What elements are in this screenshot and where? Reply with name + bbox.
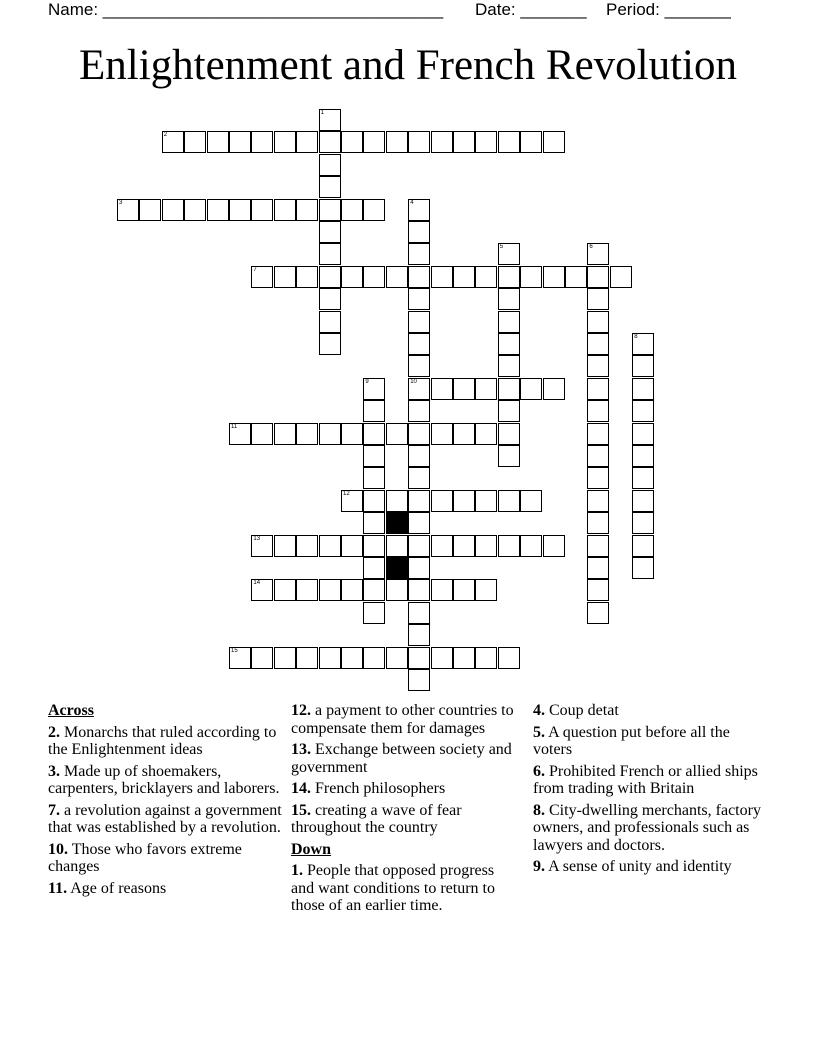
grid-cell[interactable]: [587, 355, 609, 377]
grid-cell[interactable]: [520, 131, 542, 153]
grid-cell[interactable]: [386, 579, 408, 601]
clue-number: 13: [253, 535, 261, 542]
grid-cell[interactable]: [475, 423, 497, 445]
clue-number: 2: [163, 132, 168, 139]
grid-cell[interactable]: [587, 378, 609, 400]
down-heading: Down: [291, 840, 332, 858]
clue-down-6: 6. Prohibited French or allied ships from trading with Britain: [533, 762, 758, 797]
clue-down-4: 4. Coup detat: [533, 702, 619, 719]
grid-cell[interactable]: [408, 512, 430, 534]
name-field[interactable]: Name: ____________________________________: [48, 0, 444, 19]
grid-cell[interactable]: [251, 266, 273, 288]
grid-cell[interactable]: [408, 557, 430, 579]
grid-cell[interactable]: [386, 535, 408, 557]
grid-cell[interactable]: [520, 490, 542, 512]
grid-cell[interactable]: [363, 400, 385, 422]
grid-cell[interactable]: [319, 109, 341, 131]
grid-cell[interactable]: [543, 131, 565, 153]
grid-cell[interactable]: [408, 624, 430, 646]
grid-cell[interactable]: [587, 423, 609, 445]
grid-cell[interactable]: [229, 199, 251, 221]
grid-cell[interactable]: [296, 579, 318, 601]
grid-cell[interactable]: [632, 355, 654, 377]
grid-cell[interactable]: [319, 243, 341, 265]
clue-number: 11: [231, 423, 238, 430]
grid-cell[interactable]: [587, 445, 609, 467]
grid-cell[interactable]: [498, 378, 520, 400]
grid-cell[interactable]: [341, 199, 363, 221]
clue-down-8: 8. City-dwelling merchants, factory owners, and professionals such as lawyers and doctors.: [533, 801, 761, 854]
grid-cell[interactable]: [431, 131, 453, 153]
grid-cell[interactable]: [363, 602, 385, 624]
grid-cell[interactable]: [363, 266, 385, 288]
page-title: Enlightenment and French Revolution: [78, 42, 738, 89]
grid-cell[interactable]: [408, 311, 430, 333]
clue-column-1: [48, 702, 282, 901]
grid-cell[interactable]: [251, 131, 273, 153]
grid-cell[interactable]: [251, 423, 273, 445]
grid-cell[interactable]: [453, 131, 475, 153]
grid-cell[interactable]: [587, 490, 609, 512]
grid-cell[interactable]: [408, 333, 430, 355]
clue-number: 1: [320, 110, 324, 116]
grid-cell[interactable]: [408, 647, 430, 669]
grid-block: [386, 512, 408, 534]
grid-cell[interactable]: [319, 333, 341, 355]
grid-cell[interactable]: [408, 243, 430, 265]
grid-cell[interactable]: [363, 467, 385, 489]
grid-cell[interactable]: [363, 535, 385, 557]
grid-cell[interactable]: [408, 602, 430, 624]
grid-cell[interactable]: [408, 579, 430, 601]
grid-cell[interactable]: [431, 535, 453, 557]
grid-cell[interactable]: [341, 535, 363, 557]
grid-cell[interactable]: [319, 579, 341, 601]
grid-cell[interactable]: [408, 355, 430, 377]
grid-cell[interactable]: [319, 131, 341, 153]
grid-cell[interactable]: [587, 602, 609, 624]
clue-number: 10: [410, 378, 417, 385]
grid-cell[interactable]: [498, 266, 520, 288]
clue-column-3: [533, 702, 761, 880]
grid-cell[interactable]: [587, 557, 609, 579]
clue-down-9: 9. A sense of unity and identity: [533, 858, 732, 875]
grid-cell[interactable]: [296, 266, 318, 288]
grid-cell[interactable]: [475, 266, 497, 288]
grid-cell[interactable]: [251, 647, 273, 669]
grid-cell[interactable]: [386, 490, 408, 512]
grid-cell[interactable]: [565, 266, 587, 288]
clue-down-1: 1. People that opposed progress and want conditions to return to those of an earlier time.: [291, 862, 495, 914]
grid-cell[interactable]: [319, 199, 341, 221]
grid-cell[interactable]: [408, 535, 430, 557]
grid-cell[interactable]: [363, 445, 385, 467]
grid-block: [386, 557, 408, 579]
grid-cell[interactable]: [319, 266, 341, 288]
grid-cell[interactable]: [139, 199, 161, 221]
grid-cell[interactable]: [274, 423, 296, 445]
grid-cell[interactable]: [363, 579, 385, 601]
grid-cell[interactable]: [341, 647, 363, 669]
grid-cell[interactable]: [296, 199, 318, 221]
across-heading: Across: [48, 702, 94, 719]
grid-cell[interactable]: [207, 199, 229, 221]
grid-cell[interactable]: [408, 221, 430, 243]
grid-cell[interactable]: [453, 535, 475, 557]
clue-across-11: 11. Age of reasons: [48, 879, 167, 897]
grid-cell[interactable]: [386, 423, 408, 445]
clue-number: 9: [365, 378, 369, 385]
clue-number: 3: [119, 199, 123, 206]
grid-cell[interactable]: [274, 647, 296, 669]
grid-cell[interactable]: [184, 131, 206, 153]
grid-cell[interactable]: [229, 423, 251, 445]
grid-cell[interactable]: [610, 266, 632, 288]
grid-cell[interactable]: [498, 400, 520, 422]
grid-cell[interactable]: [386, 266, 408, 288]
grid-cell[interactable]: [251, 199, 273, 221]
grid-cell[interactable]: [341, 423, 363, 445]
grid-cell[interactable]: [498, 311, 520, 333]
grid-cell[interactable]: [341, 266, 363, 288]
grid-cell[interactable]: [162, 199, 184, 221]
grid-cell[interactable]: [341, 579, 363, 601]
grid-cell[interactable]: [319, 221, 341, 243]
clue-across-2: 2. Monarchs that ruled according to the Enlightenment ideas: [48, 723, 277, 758]
grid-cell[interactable]: [363, 131, 385, 153]
grid-cell[interactable]: [475, 535, 497, 557]
grid-cell[interactable]: [363, 490, 385, 512]
grid-cell[interactable]: [431, 378, 453, 400]
grid-cell[interactable]: [475, 579, 497, 601]
grid-cell[interactable]: [274, 266, 296, 288]
grid-cell[interactable]: [408, 131, 430, 153]
grid-cell[interactable]: [274, 535, 296, 557]
grid-cell[interactable]: [319, 154, 341, 176]
grid-cell[interactable]: [229, 647, 251, 669]
grid-cell[interactable]: [431, 266, 453, 288]
grid-cell[interactable]: [587, 535, 609, 557]
grid-cell[interactable]: [319, 647, 341, 669]
clue-across-7: 7. a revolution against a government that was established by a revolution.: [48, 801, 282, 836]
grid-cell[interactable]: [498, 490, 520, 512]
grid-cell[interactable]: [408, 199, 430, 221]
grid-cell[interactable]: [386, 131, 408, 153]
grid-cell[interactable]: [229, 131, 251, 153]
clue-across-10: 10. Those who favors extreme changes: [48, 840, 242, 875]
grid-cell[interactable]: [453, 647, 475, 669]
grid-cell[interactable]: [587, 467, 609, 489]
grid-cell[interactable]: [453, 579, 475, 601]
clue-across-12: 12. a payment to other countries to compensate them for damages: [291, 702, 514, 737]
grid-cell[interactable]: [498, 333, 520, 355]
grid-cell[interactable]: [363, 647, 385, 669]
grid-cell[interactable]: [251, 535, 273, 557]
clue-number: 4: [410, 199, 414, 206]
grid-cell[interactable]: [587, 288, 609, 310]
grid-cell[interactable]: [498, 535, 520, 557]
grid-cell[interactable]: [543, 378, 565, 400]
clue-across-13: 13. Exchange between society and government: [291, 741, 512, 776]
grid-cell[interactable]: [543, 535, 565, 557]
grid-cell[interactable]: [587, 311, 609, 333]
grid-cell[interactable]: [431, 423, 453, 445]
grid-cell[interactable]: [408, 400, 430, 422]
clue-number: 12: [343, 490, 350, 497]
clue-number: 14: [253, 580, 261, 587]
clue-number: 6: [589, 244, 593, 251]
grid-cell[interactable]: [543, 266, 565, 288]
grid-cell[interactable]: [363, 557, 385, 579]
grid-cell[interactable]: [498, 423, 520, 445]
grid-cell[interactable]: [498, 445, 520, 467]
grid-cell[interactable]: [431, 490, 453, 512]
grid-cell[interactable]: [408, 669, 430, 691]
grid-cell[interactable]: [319, 288, 341, 310]
grid-cell[interactable]: [386, 647, 408, 669]
grid-cell[interactable]: [162, 131, 184, 153]
grid-cell[interactable]: [363, 512, 385, 534]
clue-column-2: [291, 702, 521, 919]
grid-cell[interactable]: [184, 199, 206, 221]
grid-cell[interactable]: [475, 131, 497, 153]
grid-cell[interactable]: [587, 266, 609, 288]
grid-cell[interactable]: [296, 647, 318, 669]
grid-cell[interactable]: [296, 423, 318, 445]
grid-cell[interactable]: [274, 579, 296, 601]
clue-number: 5: [499, 244, 504, 251]
grid-cell[interactable]: [587, 243, 609, 265]
grid-cell[interactable]: [498, 243, 520, 265]
grid-cell[interactable]: [408, 445, 430, 467]
grid-cell[interactable]: [408, 266, 430, 288]
grid-cell[interactable]: [408, 490, 430, 512]
grid-cell[interactable]: [319, 176, 341, 198]
grid-cell[interactable]: [319, 535, 341, 557]
grid-cell[interactable]: [453, 490, 475, 512]
grid-cell[interactable]: [274, 199, 296, 221]
grid-cell[interactable]: [341, 131, 363, 153]
grid-cell[interactable]: [431, 647, 453, 669]
clue-across-14: 14. French philosophers: [291, 780, 446, 797]
grid-cell[interactable]: [296, 131, 318, 153]
grid-cell[interactable]: [498, 647, 520, 669]
clue-number: 8: [634, 334, 638, 340]
grid-cell[interactable]: [632, 400, 654, 422]
grid-cell[interactable]: [453, 378, 475, 400]
clue-number: 15: [231, 647, 238, 654]
grid-cell[interactable]: [587, 579, 609, 601]
grid-cell[interactable]: [587, 333, 609, 355]
grid-cell[interactable]: [632, 535, 654, 557]
grid-cell[interactable]: [587, 512, 609, 534]
grid-cell[interactable]: [363, 378, 385, 400]
grid-cell[interactable]: [363, 199, 385, 221]
grid-cell[interactable]: [632, 423, 654, 445]
grid-cell[interactable]: [520, 266, 542, 288]
grid-cell[interactable]: [632, 490, 654, 512]
grid-cell[interactable]: [431, 579, 453, 601]
date-field[interactable]: Date: _______: [475, 0, 587, 19]
grid-cell[interactable]: [632, 333, 654, 355]
grid-cell[interactable]: [632, 378, 654, 400]
grid-cell[interactable]: [207, 131, 229, 153]
grid-cell[interactable]: [520, 535, 542, 557]
grid-cell[interactable]: [498, 355, 520, 377]
grid-cell[interactable]: [408, 288, 430, 310]
clue-number: 7: [253, 266, 257, 273]
grid-cell[interactable]: [363, 423, 385, 445]
grid-cell[interactable]: [632, 445, 654, 467]
grid-cell[interactable]: [498, 131, 520, 153]
grid-cell[interactable]: [475, 378, 497, 400]
grid-cell[interactable]: [408, 378, 430, 400]
grid-cell[interactable]: [475, 490, 497, 512]
grid-cell[interactable]: [319, 423, 341, 445]
period-field[interactable]: Period: _______: [606, 0, 731, 19]
grid-cell[interactable]: [296, 535, 318, 557]
grid-cell[interactable]: [341, 490, 363, 512]
grid-cell[interactable]: [274, 131, 296, 153]
grid-cell[interactable]: [475, 647, 497, 669]
clue-down-5: 5. A question put before all the voters: [533, 723, 730, 758]
grid-cell[interactable]: [408, 423, 430, 445]
grid-cell[interactable]: [587, 400, 609, 422]
grid-cell[interactable]: [408, 467, 430, 489]
grid-cell[interactable]: [453, 266, 475, 288]
grid-cell[interactable]: [117, 199, 139, 221]
grid-cell[interactable]: [632, 467, 654, 489]
grid-cell[interactable]: [520, 378, 542, 400]
grid-cell[interactable]: [632, 512, 654, 534]
clue-across-3: 3. Made up of shoemakers, carpenters, bricklayers and laborers.: [48, 762, 280, 797]
grid-cell[interactable]: [498, 288, 520, 310]
clue-across-15: 15. creating a wave of fear throughout the country: [291, 801, 462, 836]
grid-cell[interactable]: [632, 557, 654, 579]
grid-cell[interactable]: [453, 423, 475, 445]
grid-cell[interactable]: [251, 579, 273, 601]
grid-cell[interactable]: [319, 311, 341, 333]
